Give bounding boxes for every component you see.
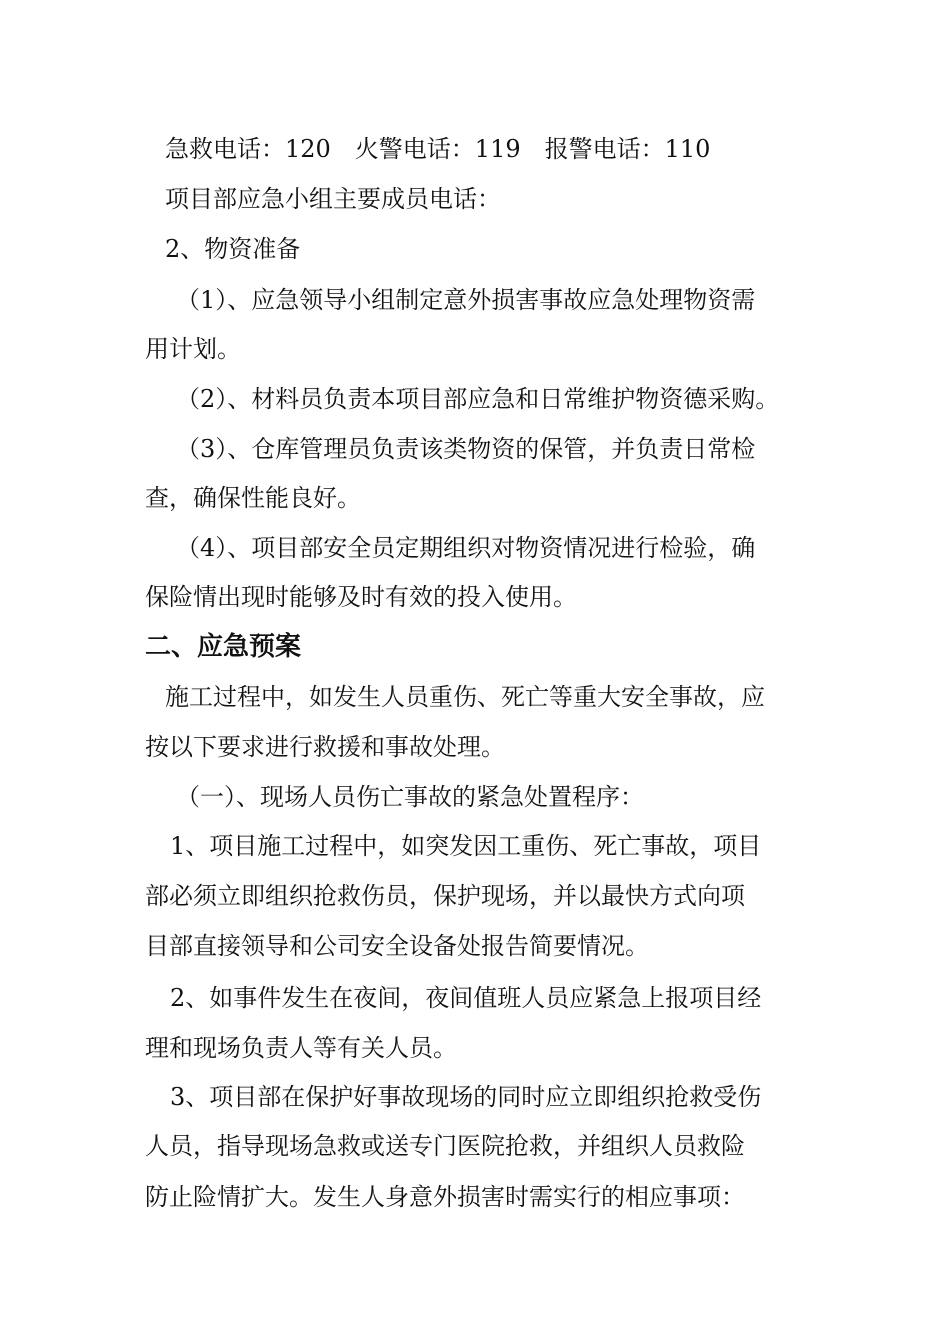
- paragraph-line: 部必须立即组织抢救伤员，保护现场，并以最快方式向项: [145, 882, 745, 910]
- paragraph-line: 2、如事件发生在夜间，夜间值班人员应紧急上报项目经: [170, 984, 762, 1012]
- paragraph-line: 人员，指导现场急救或送专门医院抢救，并组织人员救险: [145, 1132, 745, 1160]
- team-phone-line: 项目部应急小组主要成员电话：: [165, 185, 501, 213]
- emergency-phone-line: 急救电话：120 火警电话：119 报警电话：110: [165, 135, 711, 163]
- paragraph-line: 保险情出现时能够及时有效的投入使用。: [145, 583, 577, 611]
- paragraph-line: 目部直接领导和公司安全设备处报告简要情况。: [145, 932, 649, 960]
- paragraph-line: （3）、仓库管理员负责该类物资的保管，并负责日常检: [176, 435, 756, 463]
- paragraph-line: 用计划。: [145, 335, 241, 363]
- paragraph-line: （1）、应急领导小组制定意外损害事故应急处理物资需: [176, 286, 756, 314]
- paragraph-line: 查，确保性能良好。: [145, 484, 361, 512]
- paragraph-line: 防止险情扩大。发生人身意外损害时需实行的相应事项：: [145, 1183, 745, 1211]
- paragraph-line: 施工过程中，如发生人员重伤、死亡等重大安全事故，应: [165, 683, 765, 711]
- subsection-heading: （一）、现场人员伤亡事故的紧急处置程序：: [176, 783, 644, 811]
- paragraph-line: （2）、材料员负责本项目部应急和日常维护物资德采购。: [176, 385, 780, 413]
- paragraph-line: 理和现场负责人等有关人员。: [145, 1034, 457, 1062]
- section-materials-heading: 2、物资准备: [165, 235, 301, 263]
- paragraph-line: 1、项目施工过程中，如突发因工重伤、死亡事故，项目: [170, 832, 762, 860]
- paragraph-line: 按以下要求进行救援和事故处理。: [145, 733, 505, 761]
- section-heading: 二、应急预案: [145, 632, 302, 662]
- paragraph-line: （4）、项目部安全员定期组织对物资情况进行检验，确: [176, 534, 756, 562]
- paragraph-line: 3、项目部在保护好事故现场的同时应立即组织抢救受伤: [170, 1083, 762, 1111]
